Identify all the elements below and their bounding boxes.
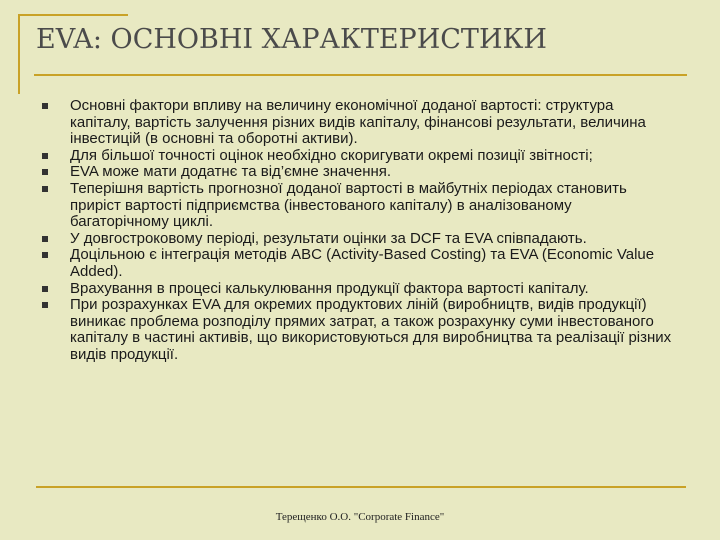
square-bullet-icon bbox=[42, 286, 48, 292]
bullet-item bbox=[42, 181, 672, 231]
bullet-text: У довгостроковому періоді, результати оцінки за DCF та EVA співпадають. bbox=[70, 229, 587, 247]
bullet-item bbox=[42, 98, 672, 148]
footer-credit: Терещенко О.О. "Corporate Finance" bbox=[275, 511, 445, 523]
bullet-text: Доцільною є інтеграція методів ABC (Activity-Based Costing) та EVA (Economic Value Added). bbox=[70, 246, 655, 280]
corner-frame-left bbox=[18, 14, 20, 94]
bullet-item bbox=[42, 247, 672, 280]
bullet-text: Основні фактори впливу на величину економічної доданої вартості: структура капіталу, вартість залучення різних видів капіталу, фінансові результати, величина інвестицій (в основні та оборотні активи). bbox=[70, 97, 646, 148]
square-bullet-icon bbox=[42, 103, 48, 109]
bullet-list bbox=[42, 98, 672, 364]
bullet-text: При розрахунках EVA для окремих продуктових ліній (виробництв, видів продукції) виникає проблема розподілу прямих затрат, а також розрахунку суми інвестованого капіталу в частині активів, що використовуються для виробництва та реалізації різних видів продукції. bbox=[70, 296, 672, 363]
bullet-item bbox=[42, 297, 672, 363]
square-bullet-icon bbox=[42, 252, 48, 258]
bullet-text: Теперішня вартість прогнозної доданої вартості в майбутніх періодах становить приріст вартості підприємства (інвестованого капіталу) в аналізованому багаторічному циклі. bbox=[70, 179, 627, 231]
bullet-text: Для більшої точності оцінок необхідно скоригувати окремі позиції звітності; bbox=[70, 146, 593, 164]
corner-frame-top bbox=[18, 14, 128, 16]
title-divider bbox=[34, 74, 687, 76]
square-bullet-icon bbox=[42, 236, 48, 242]
bullet-item bbox=[42, 281, 672, 298]
square-bullet-icon bbox=[42, 169, 48, 175]
bullet-item bbox=[42, 148, 672, 165]
bullet-text: Врахування в процесі калькулювання продукції фактора вартості капіталу. bbox=[70, 279, 589, 297]
slide-title: EVA: ОСНОВНІ ХАРАКТЕРИСТИКИ bbox=[36, 24, 547, 55]
square-bullet-icon bbox=[42, 186, 48, 192]
footer-divider bbox=[36, 486, 686, 488]
bullet-item bbox=[42, 164, 672, 181]
bullet-text: EVA може мати додатнє та від’ємне значення. bbox=[70, 163, 392, 181]
square-bullet-icon bbox=[42, 153, 48, 159]
bullet-item bbox=[42, 231, 672, 248]
square-bullet-icon bbox=[42, 302, 48, 308]
